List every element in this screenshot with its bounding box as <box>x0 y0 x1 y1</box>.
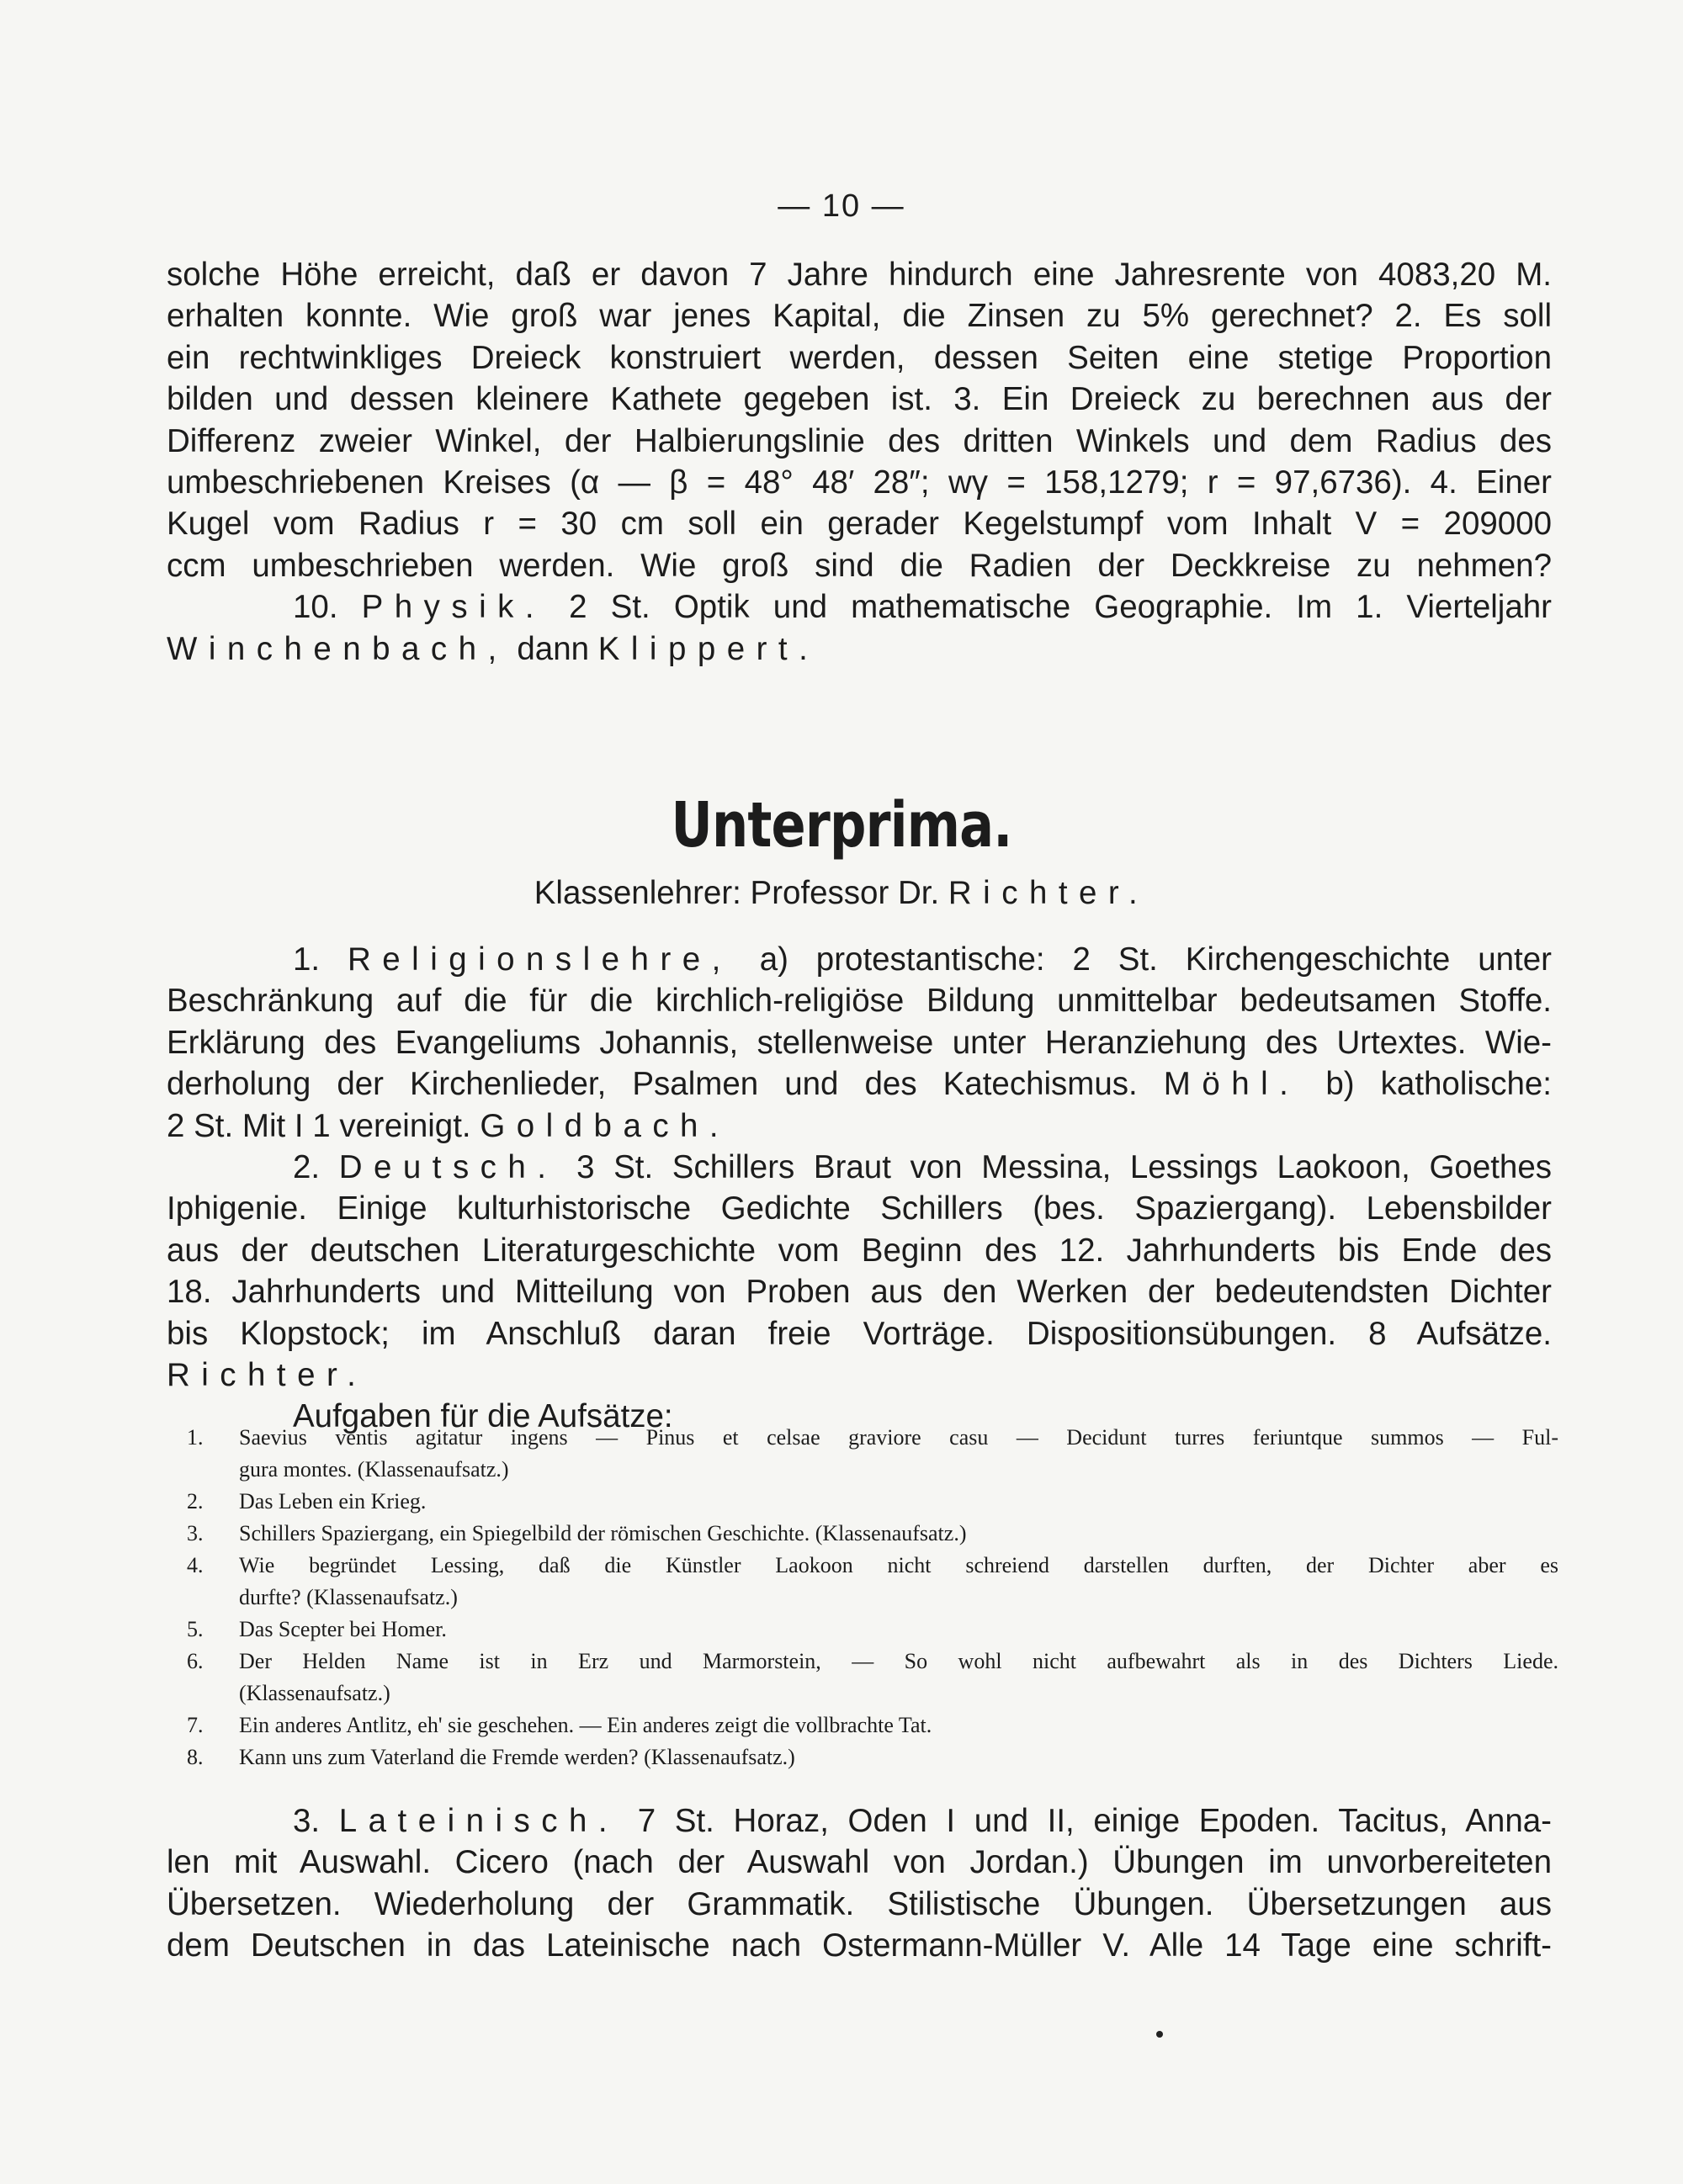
text-line: Iphigenie. Einige kulturhistorische Gedichte Schillers (bes. Spaziergang). Lebensbilder <box>167 1190 1552 1227</box>
text-line: len mit Auswahl. Cicero (nach der Auswahl von Jordan.) Übungen im unvorbereiteten <box>167 1844 1552 1881</box>
aufgaben-heading: Aufgaben für die Aufsätze: <box>293 1398 673 1435</box>
text-line: ein rechtwinkliges Dreieck konstruiert werden, dessen Seiten eine stetige Proportion <box>167 339 1552 376</box>
deutsch-first-line <box>167 1147 1552 1188</box>
item-text: (Klassenaufsatz.) <box>239 1681 390 1705</box>
class-teacher <box>0 875 1683 912</box>
item-text: Der Helden Name ist in Erz und Marmorstein, — So wohl nicht aufbewahrt als in des Dichters Liede. <box>239 1649 1558 1673</box>
list-item <box>187 1646 1558 1710</box>
latein-block <box>167 1800 1552 1967</box>
text-line: umbeschriebenen Kreises (α — β = 48° 48′ 28″; wγ = 158,1279; r = 97,6736). 4. Einer <box>167 464 1552 501</box>
teacher-winchenbach: Winchenbach, <box>167 630 508 667</box>
text-line: ccm umbeschrieben werden. Wie groß sind die Radien der Deckkreise zu nehmen? <box>167 547 1552 584</box>
text-line: bilden und dessen kleinere Kathete gegeben ist. 3. Ein Dreieck zu berechnen aus der <box>167 381 1552 418</box>
item-text: Das Scepter bei Homer. <box>239 1617 447 1641</box>
deutsch-subject: Deutsch. <box>338 1148 558 1185</box>
top-paragraph <box>167 254 1552 670</box>
class-teacher-name: Richter. <box>948 875 1149 911</box>
item-text: Saevius ventis agitatur ingens — Pinus et celsae graviore casu — Decidunt turres feriuntque summos — Ful- <box>239 1425 1558 1450</box>
teacher-goldbach: Goldbach. <box>480 1107 730 1144</box>
item-number: 5. <box>187 1617 204 1641</box>
religion-text: b) katholische: <box>1325 1066 1552 1103</box>
text-line: Erklärung des Evangeliums Johannis, stellenweise unter Heranziehung des Urtextes. Wie- <box>167 1024 1552 1061</box>
item-number: 1. <box>187 1425 204 1450</box>
item-number: 2. <box>187 1489 204 1513</box>
item-number: 4. <box>187 1553 204 1577</box>
latein-text: 7 St. Horaz, Oden I und II, einige Epoden. Tacitus, Anna- <box>637 1803 1552 1839</box>
text-line: Kugel vom Radius r = 30 cm soll ein gerader Kegelstumpf vom Inhalt V = 209000 <box>167 506 1552 543</box>
deutsch-text: 3 St. Schillers Braut von Messina, Lessings Laokoon, Goethes <box>576 1148 1553 1185</box>
item-number: 3. <box>187 1521 204 1545</box>
latein-subject: Lateinisch. <box>338 1803 619 1839</box>
deutsch-teacher-line <box>167 1354 1552 1396</box>
item-text: durfte? (Klassenaufsatz.) <box>239 1585 458 1609</box>
religion-text: a) protestantische: 2 St. Kirchengeschichte unter <box>759 941 1552 978</box>
religion-subject: Religionslehre, <box>348 941 732 978</box>
dann-word: dann <box>517 630 590 667</box>
text-line: Differenz zweier Winkel, der Halbierungslinie des dritten Winkels und dem Radius des <box>167 422 1552 459</box>
deutsch-number: 2. <box>293 1148 321 1185</box>
teacher-klippert: Klippert. <box>597 630 820 667</box>
physik-line <box>167 586 1552 628</box>
item-number: 6. <box>187 1649 204 1673</box>
list-item <box>187 1422 1558 1486</box>
physik-text: 2 St. Optik und mathematische Geographie. Im 1. Vierteljahr <box>569 589 1552 626</box>
text-line: 18. Jahrhunderts und Mitteilung von Proben aus den Werken der bedeutendsten Dichter <box>167 1274 1552 1311</box>
text-line: bis Klopstock; im Anschluß daran freie Vorträge. Dispositionsübungen. 8 Aufsätze. <box>167 1315 1552 1352</box>
teacher-richter: Richter. <box>167 1356 368 1393</box>
list-item <box>187 1518 1558 1550</box>
class-teacher-label: Klassenlehrer: Professor Dr. <box>534 875 940 911</box>
page-number: — 10 — <box>778 188 905 224</box>
ink-dot <box>1156 2031 1163 2038</box>
teacher-moehl: Möhl. <box>1163 1066 1300 1103</box>
list-item <box>187 1741 1558 1773</box>
religion-text: derholung der Kirchenlieder, Psalmen und des Katechismus. <box>167 1066 1138 1103</box>
text-line: Beschränkung auf die für die kirchlich-religiöse Bildung unmittelbar bedeutsamen Stoffe. <box>167 983 1552 1020</box>
item-number: 7. <box>187 1713 204 1737</box>
list-item <box>187 1614 1558 1646</box>
essay-list <box>187 1422 1558 1773</box>
item-text: Schillers Spaziergang, ein Spiegelbild der römischen Geschichte. (Klassenaufsatz.) <box>239 1521 967 1545</box>
religion-text: 2 St. Mit I 1 vereinigt. <box>167 1107 471 1144</box>
list-item <box>187 1550 1558 1614</box>
religion-deutsch-block <box>167 939 1552 1438</box>
religion-line-5 <box>167 1105 1552 1147</box>
physik-subject: Physik. <box>361 589 546 626</box>
text-line: solche Höhe erreicht, daß er davon 7 Jahre hindurch eine Jahresrente von 4083,20 M. <box>167 257 1552 293</box>
item-text: Kann uns zum Vaterland die Fremde werden? (Klassenaufsatz.) <box>239 1745 795 1769</box>
latein-first-line <box>167 1800 1552 1842</box>
physik-number: 10. <box>293 589 338 626</box>
item-number: 8. <box>187 1745 204 1769</box>
section-heading: Unterprima. <box>671 789 1012 861</box>
latein-number: 3. <box>293 1803 321 1839</box>
religion-number: 1. <box>293 941 321 978</box>
text-line: erhalten konnte. Wie groß war jenes Kapital, die Zinsen zu 5% gerechnet? 2. Es soll <box>167 298 1552 335</box>
list-item <box>187 1710 1558 1741</box>
text-line: aus der deutschen Literaturgeschichte vom Beginn des 12. Jahrhunderts bis Ende des <box>167 1232 1552 1269</box>
religion-line-4 <box>167 1063 1552 1105</box>
item-text: Das Leben ein Krieg. <box>239 1489 427 1513</box>
item-text: Ein anderes Antlitz, eh' sie geschehen. — Ein anderes zeigt die vollbrachte Tat. <box>239 1713 932 1737</box>
physik-teachers <box>167 628 1552 670</box>
religion-first-line <box>167 939 1552 980</box>
list-item <box>187 1486 1558 1518</box>
text-line: Übersetzen. Wiederholung der Grammatik. Stilistische Übungen. Übersetzungen aus <box>167 1885 1552 1922</box>
item-text: gura montes. (Klassenaufsatz.) <box>239 1457 509 1482</box>
text-line: dem Deutschen in das Lateinische nach Ostermann-Müller V. Alle 14 Tage eine schrift- <box>167 1927 1552 1964</box>
item-text: Wie begründet Lessing, daß die Künstler Laokoon nicht schreiend darstellen durften, der Dichter aber es <box>239 1553 1558 1577</box>
